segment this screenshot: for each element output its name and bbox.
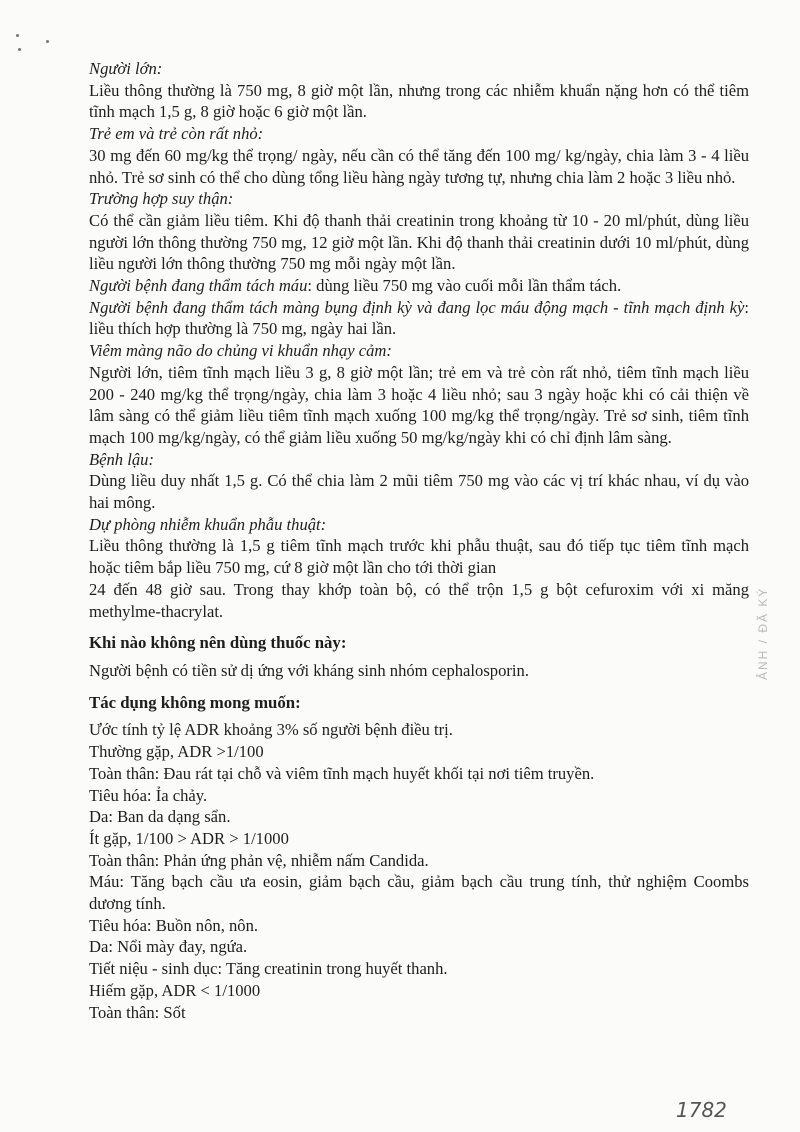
body-paragraph: Người lớn, tiêm tĩnh mạch liều 3 g, 8 giờ một lần; trẻ em và trẻ còn rất nhỏ, tiêm tĩnh mạch liều 200 - 240 mg/kg thể trọng/ngày, chia làm 3 hoặc 4 liều nhỏ; sau 3 ngày hoặc khi có cải thiện về lâm sàng có thể giảm liều tiêm tĩnh mạch xuống 100 mg/kg thể trọng/ngày. Trẻ sơ sinh, tiêm tĩnh mạch 100 mg/kg/ngày, có thể giảm liều xuống 50 mg/kg/ngày khi có chỉ định lâm sàng. — [89, 362, 749, 447]
inline-text: : liều thích hợp thường là 750 mg, ngày hai lần. — [89, 297, 749, 339]
section-heading: Tác dụng không mong muốn: — [89, 692, 301, 712]
subheading: Bệnh lậu: — [89, 449, 154, 469]
subheading: Trẻ em và trẻ còn rất nhỏ: — [89, 124, 264, 144]
body-paragraph: 24 đến 48 giờ sau. Trong thay khớp toàn bộ, có thể trộn 1,5 g bột cefuroxim với xi măng methylme-thacrylat. — [89, 579, 749, 621]
body-paragraph: 30 mg đến 60 mg/kg thể trọng/ ngày, nếu cần có thể tăng đến 100 mg/ kg/ngày, chia làm 3 - 4 liều nhỏ. Trẻ sơ sinh có thể cho dùng tổng liều hàng ngày tương tự, nhưng chia làm 2 hoặc 3 liều nhỏ. — [89, 145, 749, 187]
body-paragraph: Liều thông thường là 1,5 g tiêm tĩnh mạch trước khi phẫu thuật, sau đó tiếp tục tiêm tĩnh mạch hoặc tiêm bắp liều 750 mg, cứ 8 giờ một lần cho tới thời gian — [89, 536, 749, 578]
inline-label: Người bệnh đang thẩm tách màng bụng định kỳ và đang lọc máu động mạch - tĩnh mạch định kỳ — [89, 297, 745, 317]
body-paragraph: Người bệnh có tiền sử dị ứng với kháng sinh nhóm cephalosporin. — [89, 660, 529, 680]
subheading: Người lớn: — [89, 59, 163, 78]
subheading: Trường hợp suy thận: — [89, 189, 234, 209]
body-paragraph: Máu: Tăng bạch cầu ưa eosin, giảm bạch cầu, giảm bạch cầu trung tính, thử nghiệm Coombs dương tính. — [89, 872, 749, 914]
dosage-paragraph — [89, 297, 749, 340]
body-paragraph: Da: Ban da dạng sẩn. — [89, 807, 231, 827]
body-paragraph: Tiết niệu - sinh dục: Tăng creatinin trong huyết thanh. — [89, 959, 448, 979]
inline-text: : dùng liều 750 mg vào cuối mỗi lần thẩm tách. — [307, 276, 622, 296]
body-paragraph: Ước tính tỷ lệ ADR khoảng 3% số người bệnh điều trị. — [89, 720, 453, 740]
body-paragraph: Toàn thân: Sốt — [89, 1002, 186, 1022]
body-paragraph: Ít gặp, 1/100 > ADR > 1/1000 — [89, 828, 289, 848]
body-paragraph: Dùng liều duy nhất 1,5 g. Có thể chia làm 2 mũi tiêm 750 mg vào các vị trí khác nhau, ví dụ vào hai mông. — [89, 471, 749, 513]
handwritten-page-mark: 1782 — [676, 1098, 727, 1122]
body-paragraph: Tiêu hóa: Ỉa chảy. — [89, 785, 208, 805]
body-paragraph: Toàn thân: Đau rát tại chỗ và viêm tĩnh mạch huyết khối tại nơi tiêm truyền. — [89, 763, 595, 783]
margin-stamp: ẢNH / ĐÃ KÝ — [756, 586, 770, 680]
body-paragraph: Liều thông thường là 750 mg, 8 giờ một lần, nhưng trong các nhiễm khuẩn nặng hơn có thể tiêm tĩnh mạch 1,5 g, 8 giờ hoặc 6 giờ một lần. — [89, 80, 749, 122]
body-paragraph: Có thể cần giảm liều tiêm. Khi độ thanh thải creatinin trong khoảng từ 10 - 20 ml/phút, dùng liều người lớn thông thường 750 mg, 12 giờ một lần. Khi độ thanh thải creatinin dưới 10 ml/phút, dùng liều người lớn thông thường 750 mg mỗi ngày một lần. — [89, 210, 749, 274]
subheading: Dự phòng nhiễm khuẩn phẫu thuật: — [89, 514, 327, 534]
body-paragraph: Toàn thân: Phản ứng phản vệ, nhiễm nấm Candida. — [89, 850, 429, 870]
scan-speck — [46, 40, 49, 43]
document-body — [89, 58, 749, 1023]
scan-speck — [16, 34, 19, 37]
section-heading: Khi nào không nên dùng thuốc này: — [89, 633, 347, 653]
inline-label: Người bệnh đang thẩm tách máu — [89, 276, 308, 296]
body-paragraph: Hiếm gặp, ADR < 1/1000 — [89, 980, 261, 1000]
body-paragraph: Thường gặp, ADR >1/100 — [89, 742, 264, 762]
scan-speck — [18, 48, 21, 51]
body-paragraph: Da: Nổi mày đay, ngứa. — [89, 937, 248, 957]
body-paragraph: Tiêu hóa: Buồn nôn, nôn. — [89, 915, 259, 935]
dosage-paragraph — [89, 275, 749, 297]
subheading: Viêm màng não do chủng vi khuẩn nhạy cảm: — [89, 341, 392, 361]
